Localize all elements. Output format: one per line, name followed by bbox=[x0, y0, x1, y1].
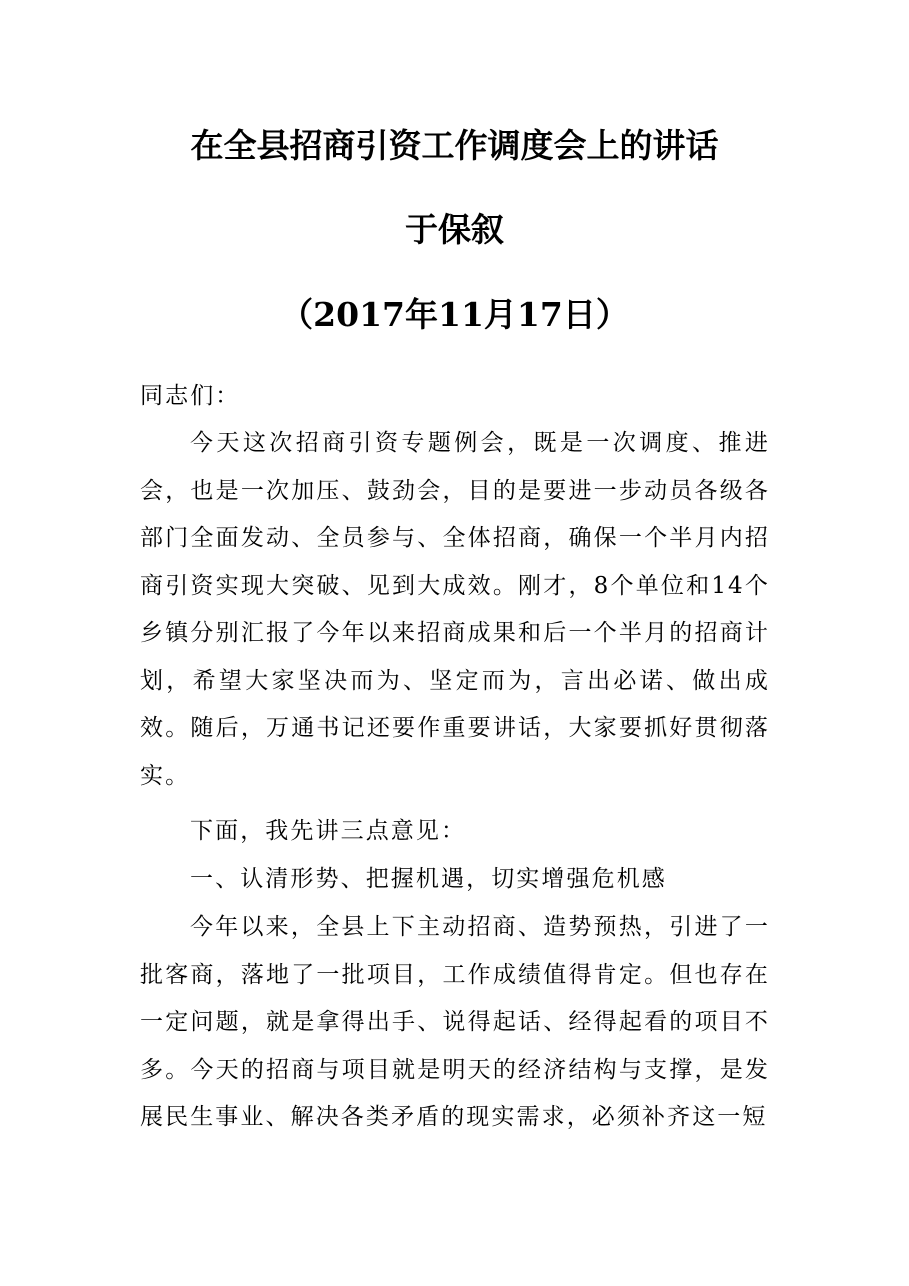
paragraph-opening: 今天这次招商引资专题例会，既是一次调度、推进会，也是一次加压、鼓劲会，目的是要进一步动员各级各部门全面发动、全员参与、全体招商，确保一个半月内招商引资实现大突破、见到大成效。刚才，8个单位和14个乡镇分别汇报了今年以来招商成果和后一个半月的招商计划，希望大家坚决而为、坚定而为，言出必诺、做出成效。随后，万通书记还要作重要讲话，大家要抓好贯彻落实。 bbox=[140, 430, 770, 789]
document-title: 在全县招商引资工作调度会上的讲话 bbox=[190, 126, 719, 165]
section-heading-1: 一、认清形势、把握机遇，切实增强危机感 bbox=[190, 866, 667, 892]
salutation: 同志们： bbox=[140, 383, 241, 409]
document-date: （2017年11月17日） bbox=[280, 295, 629, 334]
paragraph-intro: 下面，我先讲三点意见： bbox=[190, 818, 467, 844]
document-author: 于保叙 bbox=[405, 210, 504, 249]
paragraph-section-1: 今年以来，全县上下主动招商、造势预热，引进了一批客商，落地了一批项目，工作成绩值得肯定。但也存在一定问题，就是拿得出手、说得起话、经得起看的项目不多。今天的招商与项目就是明天的经济结构与支撑，是发展民生事业、解决各类矛盾的现实需求，必须补齐这一短 bbox=[140, 914, 770, 1130]
